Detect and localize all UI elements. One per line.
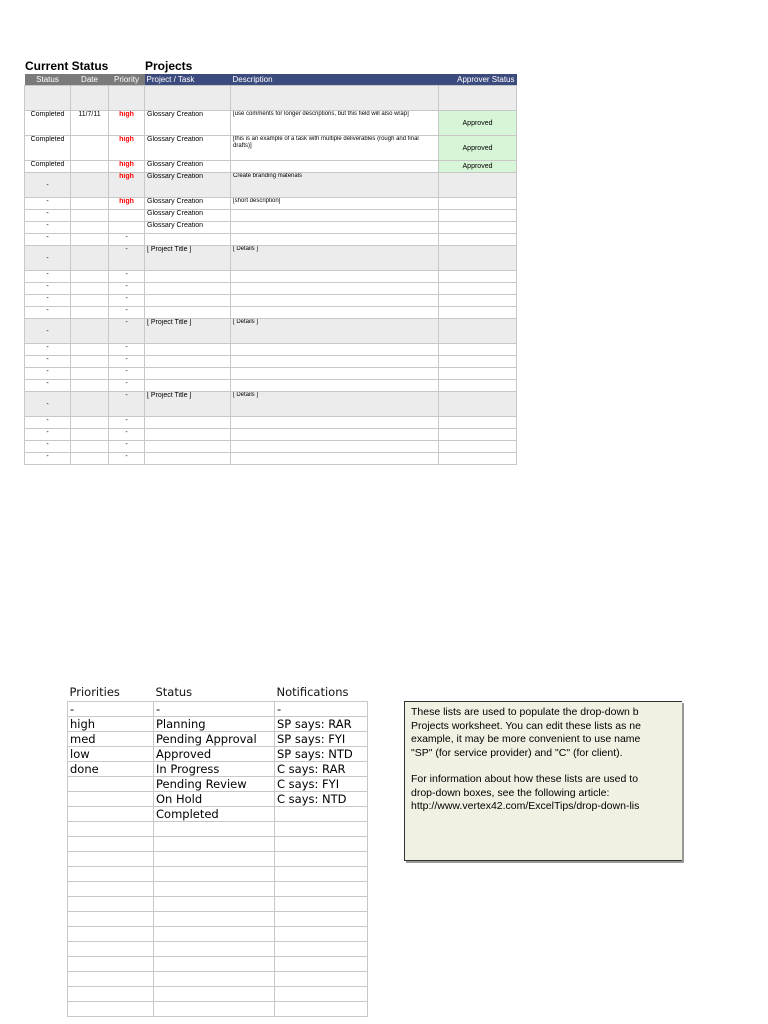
cell-task[interactable] [145, 356, 231, 368]
status-value[interactable] [154, 822, 275, 837]
table-row [25, 441, 517, 453]
cell-task[interactable] [145, 283, 231, 295]
status-value[interactable] [154, 882, 275, 897]
cell-status[interactable]: - [25, 295, 71, 307]
cell-date[interactable] [71, 344, 109, 356]
table-row [25, 429, 517, 441]
priority-value[interactable] [68, 822, 154, 837]
status-value[interactable]: In Progress [154, 762, 275, 777]
cell-desc[interactable]: [ Details ] [231, 246, 439, 271]
cell-date[interactable] [71, 210, 109, 222]
cell-approver[interactable] [439, 222, 517, 234]
cell-task[interactable]: Glossary Creation [145, 210, 231, 222]
notification-value[interactable] [275, 1002, 368, 1017]
cell-date[interactable] [71, 246, 109, 271]
table-row [25, 246, 517, 271]
cell-approver[interactable] [439, 319, 517, 344]
note-line: These lists are used to populate the drop-down b [411, 706, 639, 718]
cell-approver[interactable] [439, 392, 517, 417]
list-item [68, 867, 368, 882]
cell-approver[interactable] [439, 86, 517, 111]
status-value[interactable] [154, 1002, 275, 1017]
cell-approver[interactable] [439, 356, 517, 368]
cell-task[interactable] [145, 86, 231, 111]
status-value[interactable]: Approved [154, 747, 275, 762]
table-row [25, 173, 517, 198]
list-item [68, 792, 368, 807]
cell-desc[interactable] [231, 161, 439, 173]
cell-approver[interactable]: Approved [439, 136, 517, 161]
cell-desc[interactable] [231, 86, 439, 111]
cell-priority[interactable]: high [109, 161, 145, 173]
table-row [25, 417, 517, 429]
cell-approver[interactable] [439, 453, 517, 465]
cell-priority[interactable]: - [109, 392, 145, 417]
cell-priority[interactable]: - [109, 417, 145, 429]
cell-priority[interactable]: - [109, 380, 145, 392]
cell-task[interactable] [145, 271, 231, 283]
notification-value[interactable]: C says: RAR [275, 762, 368, 777]
list-item [68, 957, 368, 972]
cell-desc[interactable]: [ Details ] [231, 319, 439, 344]
cell-task[interactable] [145, 344, 231, 356]
status-header: Status [155, 685, 193, 699]
cell-desc[interactable]: [this is an example of a task with multiple deliverables (rough and final drafts)] [231, 136, 439, 161]
notification-value[interactable] [275, 912, 368, 927]
status-value[interactable] [154, 852, 275, 867]
cell-date[interactable] [71, 198, 109, 210]
status-value[interactable]: - [154, 702, 275, 717]
cell-approver[interactable]: Approved [439, 111, 517, 136]
list-item [68, 717, 368, 732]
cell-task[interactable]: Glossary Creation [145, 222, 231, 234]
cell-desc[interactable] [231, 307, 439, 319]
cell-priority[interactable]: - [109, 344, 145, 356]
note-line: example, it may be more convenient to use name [411, 733, 641, 745]
list-item [68, 927, 368, 942]
priority-value[interactable] [68, 957, 154, 972]
cell-task[interactable]: Glossary Creation [145, 111, 231, 136]
cell-approver[interactable] [439, 283, 517, 295]
priority-value[interactable] [68, 1002, 154, 1017]
table-row [25, 271, 517, 283]
priority-value[interactable] [68, 777, 154, 792]
priority-value[interactable] [68, 867, 154, 882]
cell-approver[interactable] [439, 210, 517, 222]
cell-approver[interactable] [439, 307, 517, 319]
note-line: "SP" (for service provider) and "C" (for client). [411, 746, 623, 759]
list-item [68, 882, 368, 897]
list-item [68, 777, 368, 792]
cell-date[interactable] [71, 429, 109, 441]
note-line: Projects worksheet. You can edit these lists as ne [411, 719, 641, 732]
table-row [25, 380, 517, 392]
cell-status[interactable]: - [25, 234, 71, 246]
cell-status[interactable]: - [25, 368, 71, 380]
table-row [25, 86, 517, 111]
cell-approver[interactable] [439, 271, 517, 283]
cell-date[interactable] [71, 392, 109, 417]
cell-date[interactable] [71, 368, 109, 380]
cell-status[interactable]: - [25, 271, 71, 283]
priority-value[interactable] [68, 792, 154, 807]
notification-value[interactable] [275, 807, 368, 822]
cell-priority[interactable]: - [109, 234, 145, 246]
cell-task[interactable]: [ Project Title ] [145, 319, 231, 344]
priority-value[interactable] [68, 897, 154, 912]
list-item [68, 1002, 368, 1017]
status-value[interactable] [154, 897, 275, 912]
notification-value[interactable] [275, 972, 368, 987]
cell-status[interactable]: Completed [25, 136, 71, 161]
cell-date[interactable]: 11/7/11 [71, 111, 109, 136]
table-row [25, 307, 517, 319]
cell-status[interactable]: - [25, 380, 71, 392]
table-row [25, 210, 517, 222]
cell-task[interactable]: Glossary Creation [145, 161, 231, 173]
cell-status[interactable]: - [25, 344, 71, 356]
cell-task[interactable]: [ Project Title ] [145, 246, 231, 271]
cell-desc[interactable] [231, 210, 439, 222]
priority-value[interactable]: high [68, 717, 154, 732]
table-row [25, 198, 517, 210]
cell-desc[interactable] [231, 429, 439, 441]
status-value[interactable] [154, 957, 275, 972]
cell-approver[interactable] [439, 234, 517, 246]
cell-priority[interactable] [109, 86, 145, 111]
cell-status[interactable]: - [25, 392, 71, 417]
cell-status[interactable]: - [25, 453, 71, 465]
notification-value[interactable] [275, 897, 368, 912]
status-value[interactable]: Planning [154, 717, 275, 732]
cell-desc[interactable] [231, 368, 439, 380]
cell-approver[interactable] [439, 246, 517, 271]
cell-date[interactable] [71, 222, 109, 234]
cell-approver[interactable] [439, 380, 517, 392]
priority-value[interactable]: low [68, 747, 154, 762]
list-item [68, 942, 368, 957]
notification-value[interactable] [275, 957, 368, 972]
cell-desc[interactable]: [ Details ] [231, 392, 439, 417]
cell-priority[interactable]: high [109, 136, 145, 161]
cell-priority[interactable]: - [109, 319, 145, 344]
cell-priority[interactable]: - [109, 453, 145, 465]
cell-status[interactable]: - [25, 198, 71, 210]
status-value[interactable]: Pending Approval [154, 732, 275, 747]
cell-task[interactable] [145, 453, 231, 465]
cell-approver[interactable] [439, 198, 517, 210]
note-line: drop-down boxes, see the following article: [411, 786, 610, 799]
status-value[interactable] [154, 972, 275, 987]
cell-desc[interactable]: [short description] [231, 198, 439, 210]
cell-task[interactable] [145, 441, 231, 453]
priority-value[interactable] [68, 972, 154, 987]
projects-header-row [25, 74, 517, 86]
notification-value[interactable] [275, 942, 368, 957]
cell-date[interactable] [71, 234, 109, 246]
status-value[interactable] [154, 912, 275, 927]
list-item [68, 897, 368, 912]
table-row [25, 111, 517, 136]
cell-date[interactable] [71, 441, 109, 453]
notification-value[interactable] [275, 882, 368, 897]
cell-task[interactable] [145, 429, 231, 441]
note-paragraph-1 [411, 706, 682, 760]
cell-priority[interactable]: - [109, 246, 145, 271]
col-description[interactable]: Description [231, 74, 439, 86]
list-item [68, 837, 368, 852]
cell-status[interactable]: - [25, 283, 71, 295]
status-value[interactable] [154, 927, 275, 942]
notification-value[interactable]: - [275, 702, 368, 717]
cell-date[interactable] [71, 453, 109, 465]
list-item [68, 702, 368, 717]
cell-priority[interactable]: high [109, 173, 145, 198]
cell-priority[interactable]: - [109, 356, 145, 368]
table-row [25, 392, 517, 417]
cell-date[interactable] [71, 307, 109, 319]
cell-desc[interactable] [231, 271, 439, 283]
cell-task[interactable]: [ Project Title ] [145, 392, 231, 417]
list-item [68, 747, 368, 762]
cell-status[interactable]: Completed [25, 161, 71, 173]
priority-value[interactable] [68, 837, 154, 852]
table-row [25, 136, 517, 161]
cell-approver[interactable] [439, 295, 517, 307]
priority-value[interactable]: done [68, 762, 154, 777]
note-line: For information about how these lists are used to [411, 773, 639, 785]
current-status-heading: Current Status [25, 59, 109, 73]
list-item [68, 987, 368, 1002]
status-value[interactable]: Completed [154, 807, 275, 822]
list-item [68, 822, 368, 837]
cell-date[interactable] [71, 86, 109, 111]
priority-value[interactable] [68, 927, 154, 942]
cell-priority[interactable]: - [109, 441, 145, 453]
cell-desc[interactable] [231, 380, 439, 392]
cell-date[interactable] [71, 173, 109, 198]
notification-value[interactable] [275, 987, 368, 1002]
cell-desc[interactable]: Create branding materials [231, 173, 439, 198]
cell-task[interactable]: Glossary Creation [145, 136, 231, 161]
cell-status[interactable]: - [25, 246, 71, 271]
cell-priority[interactable] [109, 210, 145, 222]
col-approver[interactable]: Approver Status [439, 74, 517, 86]
cell-approver[interactable] [439, 417, 517, 429]
cell-status[interactable]: - [25, 307, 71, 319]
list-item [68, 912, 368, 927]
cell-desc[interactable]: [use comments for longer descriptions, but this field will also wrap] [231, 111, 439, 136]
priority-value[interactable]: - [68, 702, 154, 717]
cell-status[interactable]: - [25, 417, 71, 429]
cell-desc[interactable] [231, 356, 439, 368]
list-item [68, 972, 368, 987]
priority-value[interactable] [68, 882, 154, 897]
priority-value[interactable] [68, 942, 154, 957]
notification-value[interactable] [275, 867, 368, 882]
notification-value[interactable] [275, 822, 368, 837]
cell-priority[interactable]: high [109, 111, 145, 136]
table-row [25, 453, 517, 465]
table-row [25, 319, 517, 344]
col-task[interactable]: Project / Task [145, 74, 231, 86]
cell-task[interactable]: Glossary Creation [145, 198, 231, 210]
status-value[interactable] [154, 987, 275, 1002]
list-item [68, 762, 368, 777]
cell-status[interactable]: Completed [25, 111, 71, 136]
cell-approver[interactable]: Approved [439, 161, 517, 173]
lists-body [68, 702, 368, 1017]
cell-status[interactable]: - [25, 441, 71, 453]
note-line: http://www.vertex42.com/ExcelTips/drop-down-lis [411, 800, 640, 812]
cell-desc[interactable] [231, 283, 439, 295]
col-status[interactable]: Status [25, 74, 71, 86]
cell-approver[interactable] [439, 173, 517, 198]
notification-value[interactable]: SP says: RAR [275, 717, 368, 732]
cell-date[interactable] [71, 283, 109, 295]
notification-value[interactable] [275, 837, 368, 852]
table-row [25, 161, 517, 173]
cell-desc[interactable] [231, 234, 439, 246]
priorities-header: Priorities [69, 685, 120, 699]
cell-priority[interactable]: - [109, 368, 145, 380]
cell-status[interactable]: - [25, 319, 71, 344]
notification-value[interactable]: SP says: FYI [275, 732, 368, 747]
cell-approver[interactable] [439, 344, 517, 356]
cell-priority[interactable] [109, 222, 145, 234]
table-row [25, 283, 517, 295]
cell-date[interactable] [71, 356, 109, 368]
cell-task[interactable] [145, 380, 231, 392]
table-row [25, 356, 517, 368]
cell-priority[interactable]: high [109, 198, 145, 210]
cell-task[interactable] [145, 295, 231, 307]
projects-table [24, 74, 517, 465]
cell-approver[interactable] [439, 429, 517, 441]
cell-desc[interactable] [231, 453, 439, 465]
cell-status[interactable]: - [25, 210, 71, 222]
table-row [25, 344, 517, 356]
cell-date[interactable] [71, 136, 109, 161]
priority-value[interactable] [68, 852, 154, 867]
list-item [68, 732, 368, 747]
cell-date[interactable] [71, 295, 109, 307]
cell-task[interactable] [145, 307, 231, 319]
cell-task[interactable] [145, 417, 231, 429]
cell-desc[interactable] [231, 417, 439, 429]
cell-priority[interactable]: - [109, 271, 145, 283]
cell-desc[interactable] [231, 295, 439, 307]
table-row [25, 234, 517, 246]
cell-task[interactable]: Glossary Creation [145, 173, 231, 198]
cell-date[interactable] [71, 161, 109, 173]
cell-date[interactable] [71, 319, 109, 344]
priority-value[interactable] [68, 912, 154, 927]
cell-status[interactable]: - [25, 173, 71, 198]
cell-priority[interactable]: - [109, 295, 145, 307]
cell-approver[interactable] [439, 441, 517, 453]
status-value[interactable]: On Hold [154, 792, 275, 807]
cell-approver[interactable] [439, 368, 517, 380]
table-row [25, 295, 517, 307]
table-row [25, 222, 517, 234]
list-item [68, 852, 368, 867]
cell-date[interactable] [71, 271, 109, 283]
col-date[interactable]: Date [71, 74, 109, 86]
status-value[interactable] [154, 837, 275, 852]
notification-value[interactable]: C says: FYI [275, 777, 368, 792]
lists-header-row [68, 683, 368, 702]
status-value[interactable]: Pending Review [154, 777, 275, 792]
table-row [25, 368, 517, 380]
priority-value[interactable] [68, 987, 154, 1002]
notifications-header: Notifications [276, 685, 349, 699]
lists-table [67, 683, 368, 1017]
cell-task[interactable] [145, 368, 231, 380]
cell-desc[interactable] [231, 441, 439, 453]
note-paragraph-2 [411, 773, 682, 814]
notification-value[interactable]: C says: NTD [275, 792, 368, 807]
status-value[interactable] [154, 867, 275, 882]
cell-status[interactable]: - [25, 222, 71, 234]
projects-body [25, 86, 517, 465]
status-value[interactable] [154, 942, 275, 957]
cell-date[interactable] [71, 380, 109, 392]
notification-value[interactable] [275, 927, 368, 942]
cell-desc[interactable] [231, 222, 439, 234]
projects-heading: Projects [145, 59, 193, 73]
col-priority[interactable]: Priority [109, 74, 145, 86]
cell-priority[interactable]: - [109, 307, 145, 319]
cell-status[interactable]: - [25, 429, 71, 441]
priority-value[interactable]: med [68, 732, 154, 747]
cell-desc[interactable] [231, 344, 439, 356]
notification-value[interactable] [275, 852, 368, 867]
cell-status[interactable] [25, 86, 71, 111]
list-item [68, 807, 368, 822]
cell-status[interactable]: - [25, 356, 71, 368]
cell-task[interactable] [145, 234, 231, 246]
notification-value[interactable]: SP says: NTD [275, 747, 368, 762]
cell-date[interactable] [71, 417, 109, 429]
priority-value[interactable] [68, 807, 154, 822]
cell-priority[interactable]: - [109, 283, 145, 295]
info-note-box[interactable] [404, 701, 682, 861]
cell-priority[interactable]: - [109, 429, 145, 441]
